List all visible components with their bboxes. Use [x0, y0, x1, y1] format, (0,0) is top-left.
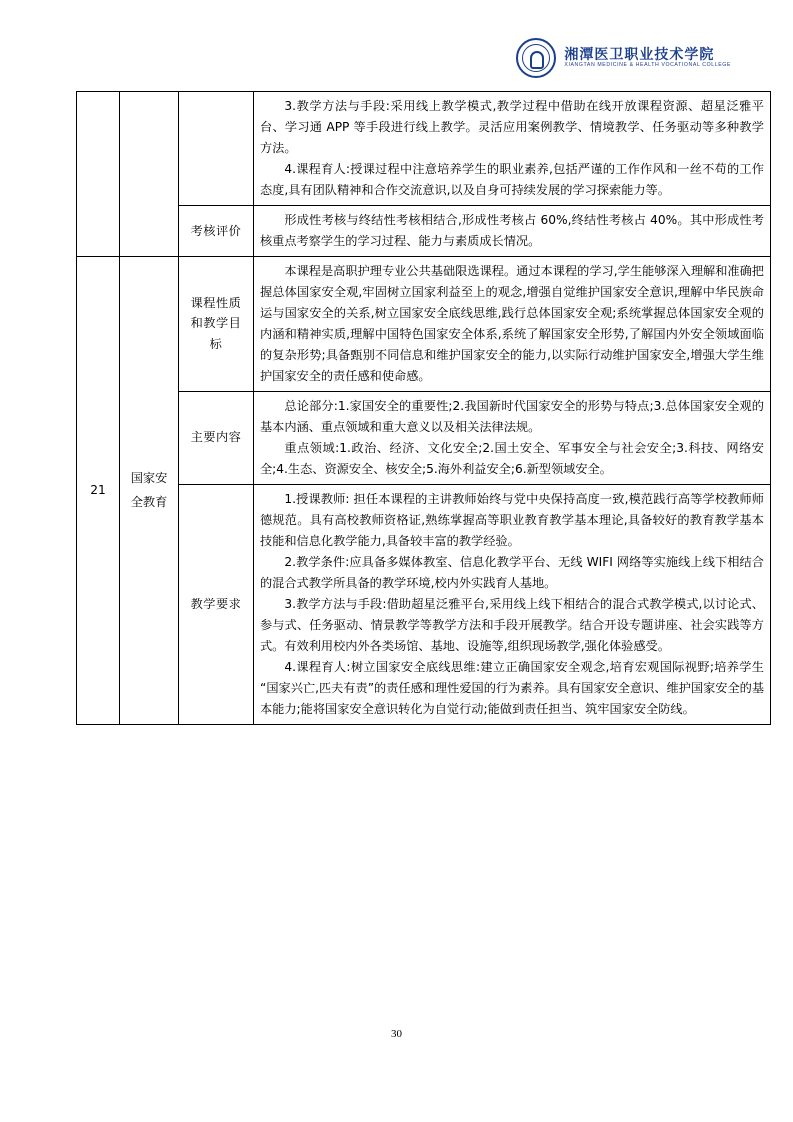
row-number-cell	[77, 92, 120, 257]
paragraph: 重点领域:1.政治、经济、文化安全;2.国土安全、军事安全与社会安全;3.科技、网络安全;4.生态、资源安全、核安全;5.海外利益安全;6.新型领域安全。	[260, 440, 764, 476]
institution-name-en: XIANGTAN MEDICINE & HEALTH VOCATIONAL COLLEGE	[564, 62, 731, 69]
table-row	[77, 205, 771, 256]
row-label-cell	[179, 484, 254, 724]
row-content-cell	[254, 92, 771, 206]
paragraph: 总论部分:1.家国安全的重要性;2.我国新时代国家安全的形势与特点;3.总体国家安全观的基本内涵、重点领域和重大意义以及相关法律法规。	[260, 398, 764, 434]
row-content-cell	[254, 256, 771, 391]
school-seal-icon	[516, 38, 556, 78]
paragraph: 4.课程育人:授课过程中注意培养学生的职业素养,包括严谨的工作作风和一丝不苟的工作态度,具有团队精神和合作交流意识,以及自身可持续发展的学习探索能力等。	[260, 161, 764, 197]
row-label-cell	[179, 391, 254, 484]
paragraph: 4.课程育人:树立国家安全底线思维:建立正确国家安全观念,培育宏观国际视野;培养学生“国家兴亡,匹夫有责”的责任感和理性爱国的行为素养。具有国家安全意识、维护国家安全的基本能力;能将国家安全意识转化为自觉行动;能做到责任担当、筑牢国家安全防线。	[260, 659, 765, 716]
row-label-text: 主要内容	[190, 430, 242, 445]
course-name-cell	[120, 256, 179, 724]
row-label-cell	[179, 92, 254, 206]
row-content-cell	[254, 205, 771, 256]
row-content-cell	[254, 391, 771, 484]
table-row	[77, 256, 771, 391]
row-label-text: 教学要求	[190, 596, 242, 611]
row-number-text: 21	[90, 482, 106, 497]
table-row	[77, 391, 771, 484]
course-name-cell	[120, 92, 179, 257]
institution-logo	[516, 38, 731, 78]
institution-name-cn: 湘潭医卫职业技术学院	[564, 46, 715, 63]
course-name-text: 国家安全教育	[130, 470, 168, 510]
paragraph: 3.教学方法与手段:采用线上教学模式,教学过程中借助在线开放课程资源、超星泛雅平台、学习通 APP 等手段进行线上教学。灵活应用案例教学、情境教学、任务驱动等多种教学方法。	[260, 99, 764, 155]
paragraph: 1.授课教师: 担任本课程的主讲教师始终与党中央保持高度一致,模范践行高等学校教师师德规范。具有高校教师资格证,熟练掌握高等职业教育教学基本理论,具备较好的教育教学基本技能和信息化教学能力,具备较丰富的教学经验。	[260, 491, 764, 548]
row-label-text: 课程性质和教学目标	[190, 295, 242, 352]
row-label-cell	[179, 205, 254, 256]
page-number: 30	[391, 1028, 402, 1040]
paragraph: 2.教学条件:应具备多媒体教室、信息化教学平台、无线 WIFI 网络等实施线上线下相结合的混合式教学所具备的教学环境,校内外实践育人基地。	[260, 554, 764, 590]
row-label-cell	[179, 256, 254, 391]
table-row	[77, 484, 771, 724]
row-label-text: 考核评价	[190, 223, 242, 238]
table-row	[77, 92, 771, 206]
course-description-table	[76, 91, 771, 725]
row-number-cell	[77, 256, 120, 724]
paragraph: 3.教学方法与手段:借助超星泛雅平台,采用线上线下相结合的混合式教学模式,以讨论式、参与式、任务驱动、情景教学等教学方法和手段开展教学。结合开设专题讲座、社会实践等方式。有效利用校内外各类场馆、基地、设施等,组织现场教学,强化体验感受。	[260, 596, 764, 653]
row-content-cell	[254, 484, 771, 724]
paragraph: 本课程是高职护理专业公共基础限选课程。通过本课程的学习,学生能够深入理解和准确把握总体国家安全观,牢固树立国家利益至上的观念,增强自觉维护国家安全意识,理解中华民族命运与国家安全的关系,树立国家安全底线思维,践行总体国家安全观;系统掌握总体国家安全观的内涵和精神实质,理解中国特色国家安全体系,系统了解国家安全形势,了解国内外安全领域面临的复杂形势;具备甄别不同信息和维护国家安全的能力,以实际行动维护国家安全,增强大学生维护国家安全的责任感和使命感。	[260, 263, 764, 383]
paragraph: 形成性考核与终结性考核相结合,形成性考核占 60%,终结性考核占 40%。其中形成性考核重点考察学生的学习过程、能力与素质成长情况。	[260, 212, 764, 248]
institution-name-block	[564, 47, 731, 69]
